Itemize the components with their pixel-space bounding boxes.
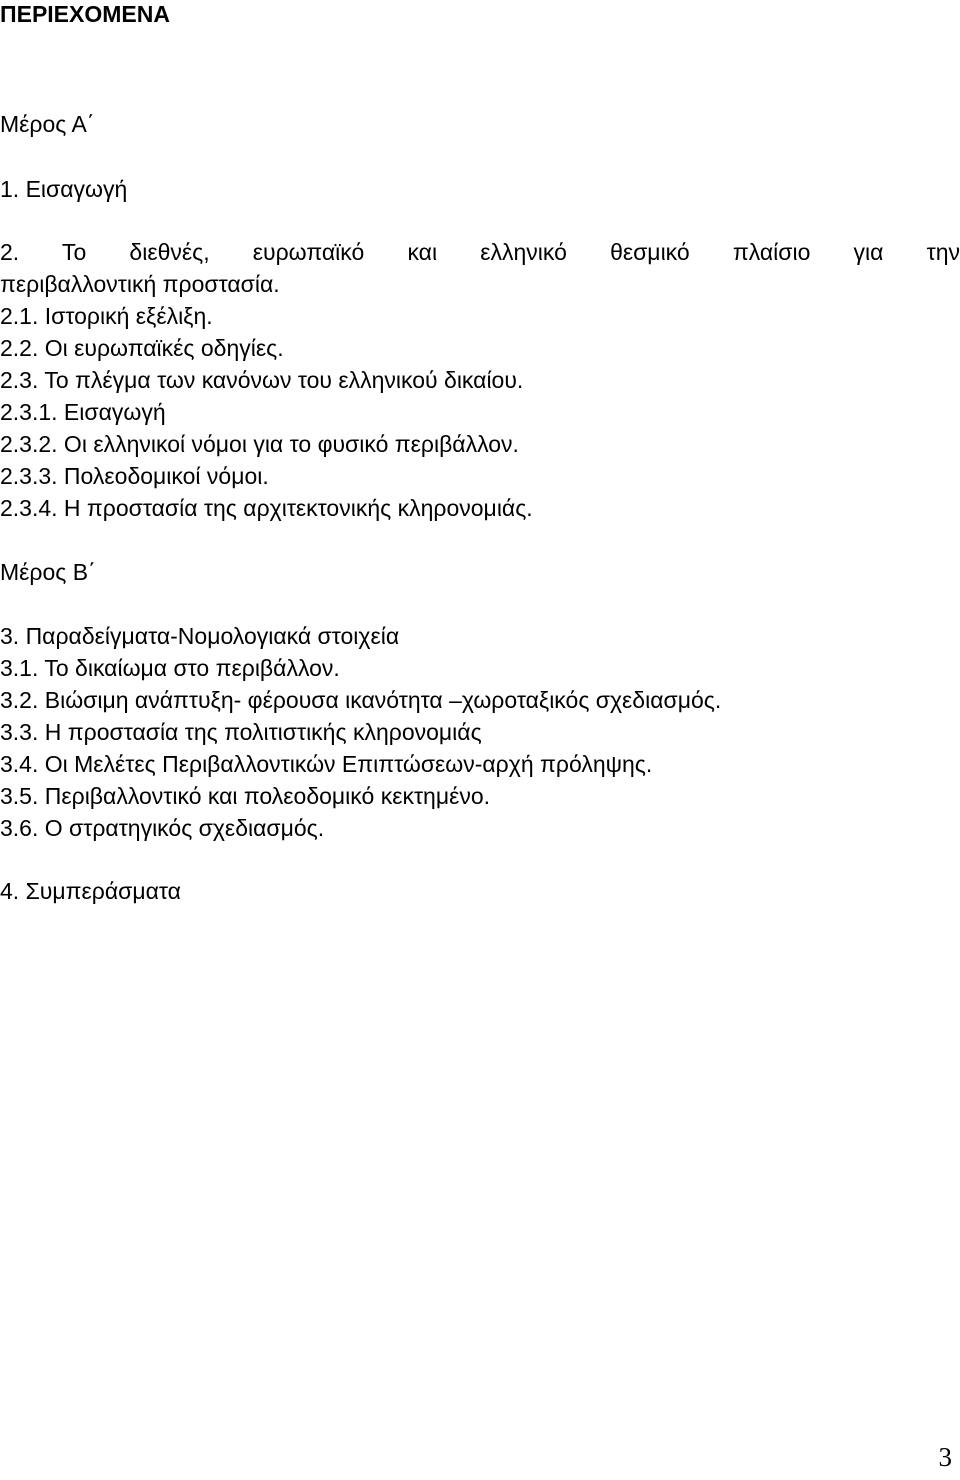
toc-entry-3-1: 3.1. Το δικαίωμα στο περιβάλλον. [0, 655, 340, 681]
toc-entry-1: 1. Εισαγωγή [0, 176, 128, 202]
toc-entry-4: 4. Συμπεράσματα [0, 878, 181, 904]
toc-entry-3-6: 3.6. Ο στρατηγικός σχεδιασμός. [0, 815, 325, 841]
toc-entry-3-2: 3.2. Βιώσιμη ανάπτυξη- φέρουσα ικανότητα –χωροταξικός σχεδιασμός. [0, 687, 722, 713]
toc-entry-3-5: 3.5. Περιβαλλοντικό και πολεοδομικό κεκτημένο. [0, 783, 491, 809]
toc-entry-2-continued: περιβαλλοντική προστασία. [0, 271, 280, 297]
toc-entry-2: 2. Το διεθνές, ευρωπαϊκό και ελληνικό θεσμικό πλαίσιο για την [0, 239, 960, 265]
toc-entry-3: 3. Παραδείγματα-Νομολογιακά στοιχεία [0, 623, 400, 649]
toc-entry-2-3-3: 2.3.3. Πολεοδομικοί νόμοι. [0, 463, 269, 489]
toc-entry-2-2: 2.2. Οι ευρωπαϊκές οδηγίες. [0, 335, 284, 361]
toc-entry-3-4: 3.4. Οι Μελέτες Περιβαλλοντικών Επιπτώσεων-αρχή πρόληψης. [0, 751, 653, 777]
toc-entry-2-3-1: 2.3.1. Εισαγωγή [0, 399, 166, 425]
toc-entry-2-3: 2.3. Το πλέγμα των κανόνων του ελληνικού δικαίου. [0, 367, 524, 393]
toc-entry-2-3-2: 2.3.2. Οι ελληνικοί νόμοι για το φυσικό περιβάλλον. [0, 431, 519, 457]
part-a-title: Μέρος Α΄ [0, 111, 95, 137]
toc-entry-2-1: 2.1. Ιστορική εξέλιξη. [0, 303, 213, 329]
page-heading: ΠΕΡΙΕΧΟΜΕΝΑ [0, 1, 170, 27]
page-number: 3 [938, 1442, 952, 1472]
toc-entry-2-3-4: 2.3.4. Η προστασία της αρχιτεκτονικής κληρονομιάς. [0, 495, 533, 521]
toc-entry-3-3: 3.3. Η προστασία της πολιτιστικής κληρονομιάς [0, 719, 482, 745]
part-b-title: Μέρος Β΄ [0, 559, 96, 585]
